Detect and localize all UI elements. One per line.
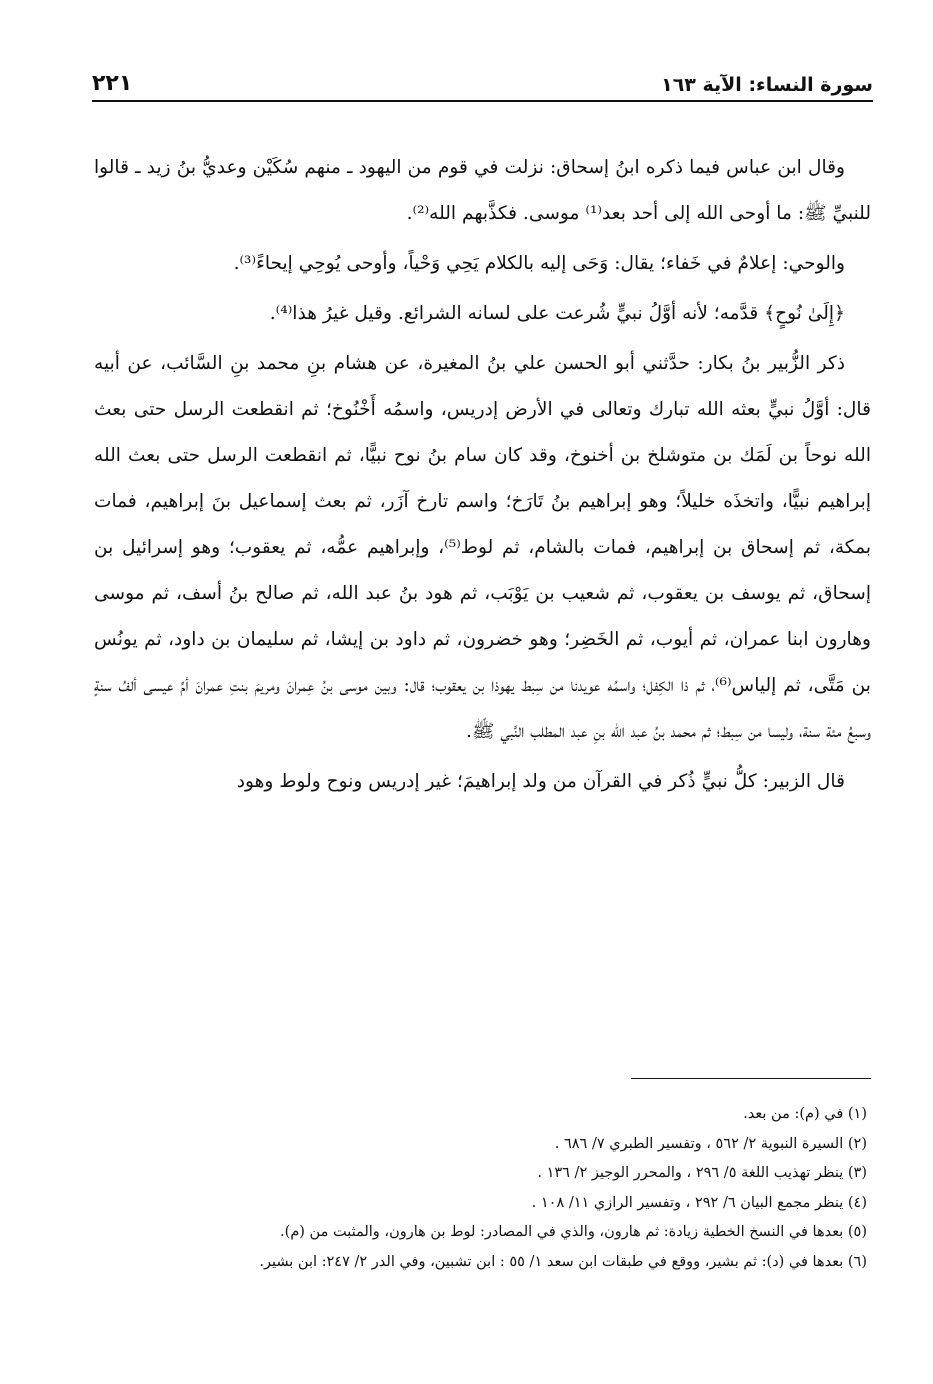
footnote-separator [631, 1078, 871, 1079]
page-header [92, 62, 873, 102]
paragraph-zubayr-chain: ذكر الزُّبير بنُ بكار: حدَّثني أبو الحسن علي بنُ المغيرة، عن هشام بنِ محمد بنِ السَّائب، عن أبيه قال: أوَّلُ نبيٍّ بعثه الله تبارك وتعالى في الأرض إدريس، واسمُه أَخْنُوخ؛ ثم انقطعت الرسل حتى بعث الله نوحاً بن لَمَك بن متوشلخ بن أخنوخ، وقد كان سام بنُ نوح نبيًّا، ثم انقطعت الرسل حتى بعث الله إبراهيم نبيًّا، واتخذَه خليلاً؛ وهو إبراهيم بنُ تَارَخ؛ واسم تارخ آزَر، ثم بعث إسماعيل بنَ إبراهيم، فمات بمكة، ثم إسحاق بن إبراهيم، فمات بالشام، ثم لوط⁽⁵⁾، وإبراهيم عمُّه، ثم يعقوب؛ وهو إسرائيل بن إسحاق، ثم يوسف بن يعقوب، ثم شعيب بن يَوْبَب، ثم هود بنُ عبد الله، ثم صالح بنُ أسف، ثم موسى وهارون ابنا عمران، ثم أيوب، ثم الخَضِر؛ وهو خضرون، ثم داود بن إيشا، ثم سليمان بن داود، ثم يونُس بن مَتَّى، ثم إلياس⁽⁶⁾، ثم ذا الكِفل؛ واسمُه عويدنا من سِبط يهوذا بن يعقوب؛ قال: وبين موسى بنُ عِمرانَ ومريمَ بنتِ عمرانَ أمِّ عيسى ألفُ سنةٍ وسبعُ مئة سنة، وليسا من سِبط؛ ثم محمد بنُ عبد الله بنِ عبد المطلب النَّبي ﷺ. [94, 353, 872, 742]
footnote-3: (٣) ينظر تهذيب اللغة ٥/ ٢٩٦ ، والمحرر الوجيز ٢/ ١٣٦ . [537, 1165, 867, 1181]
running-title: سورة النساء: الآية ١٦٣ [661, 74, 873, 96]
paragraph-quran-quote: ﴿إِلَىٰ نُوحٍ﴾ قدَّمه؛ لأنه أوَّلُ نبيٍّ شُرعت على لسانه الشرائع. وقيل غيرُ هذا⁽⁴⁾. [269, 303, 845, 324]
paragraph-zubayr-statement: قال الزبير: كلُّ نبيٍّ ذُكر في القرآن من ولد إبراهيمَ؛ غير إدريس ونوح ولوط وهود [236, 771, 845, 792]
footnote-6: (٦) بعدها في (د): ثم بشير، ووقع في طبقات ابن سعد ١/ ٥٥ : ابن تشبين، وفي الدر ٢/ ٢٤٧: ابن بشير. [259, 1253, 867, 1270]
footnote-2: (٢) السيرة النبوية ٢/ ٥٦٢ ، وتفسير الطبري ٧/ ٦٨٦ . [554, 1135, 867, 1152]
paragraph-wahy-definition: والوحي: إعلامٌ في خَفاء؛ يقال: وَحَى إليه بالكلام يَحِي وَحْياً، وأوحى يُوحِي إيحاءً⁽³⁾. [233, 253, 845, 274]
main-text [94, 145, 871, 809]
paragraph-ibn-abbas: وقال ابن عباس فيما ذكره ابنُ إسحاق: نزلت في قوم من اليهود ـ منهم سُكَيْن وعديُّ بنُ زيد ـ قالوا للنبيِّ ﷺ: ما أوحى الله إلى أحد بعد⁽¹⁾ موسى. فكذَّبهم الله⁽²⁾. [94, 157, 871, 224]
footnote-1: (١) في (م): من بعد. [743, 1106, 867, 1122]
footnote-4: (٤) ينظر مجمع البيان ٦/ ٢٩٢ ، وتفسير الرازي ١١/ ١٠٨ . [531, 1194, 867, 1211]
footnotes [94, 1100, 867, 1277]
footnote-5: (٥) بعدها في النسخ الخطية زيادة: ثم هارون، والذي في المصادر: لوط بن هارون، والمثبت من (م). [280, 1224, 867, 1240]
page-number: ٢٢١ [92, 71, 133, 96]
